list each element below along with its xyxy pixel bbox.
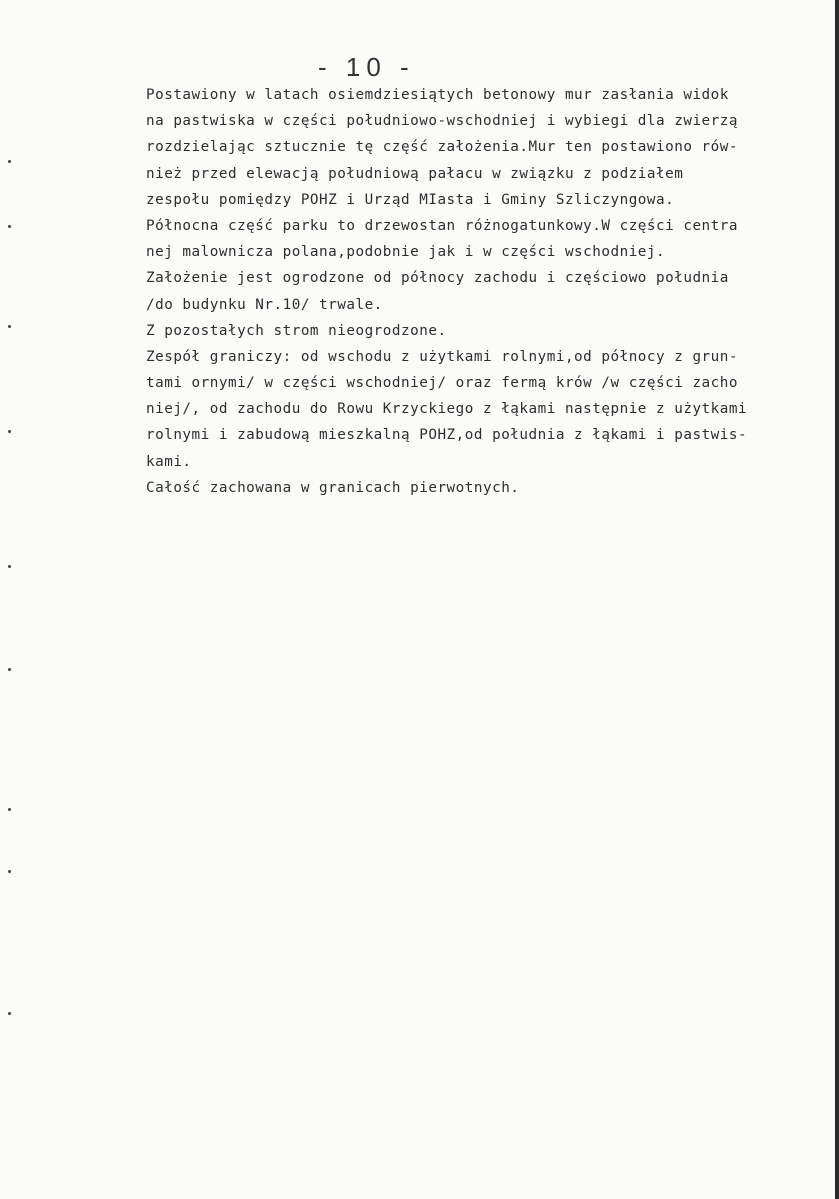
- margin-mark: [8, 225, 11, 228]
- text-line: rozdzielając sztucznie tę część założenia.Mur ten postawiono rów-: [146, 139, 738, 156]
- page-number: - 10 -: [318, 52, 415, 82]
- text-line: /do budynku Nr.10/ trwale.: [146, 296, 383, 313]
- margin-mark: [8, 565, 11, 568]
- text-line: nież przed elewacją południową pałacu w związku z podziałem: [146, 165, 684, 182]
- text-line: Założenie jest ogrodzone od północy zachodu i częściowo południa: [146, 270, 729, 287]
- text-line: zespołu pomiędzy POHZ i Urząd MIasta i Gminy Szliczyngowa.: [146, 191, 675, 208]
- text-line: nej malownicza polana,podobnie jak i w części wschodniej.: [146, 244, 666, 261]
- text-line: niej/, od zachodu do Rowu Krzyckiego z łąkami następnie z użytkami: [146, 401, 748, 418]
- text-line: rolnymi i zabudową mieszkalną POHZ,od południa z łąkami i pastwis-: [146, 427, 748, 444]
- text-line: Zespół graniczy: od wschodu z użytkami rolnymi,od północy z grun-: [146, 348, 738, 365]
- margin-mark: [8, 325, 11, 328]
- text-line: Postawiony w latach osiemdziesiątych betonowy mur zasłania widok: [146, 87, 729, 103]
- margin-mark: [8, 160, 11, 163]
- margin-mark: [8, 870, 11, 873]
- text-line: Z pozostałych strom nieogrodzone.: [146, 322, 447, 339]
- margin-mark: [8, 808, 11, 811]
- text-line: Północna część parku to drzewostan różnogatunkowy.W części centra: [146, 217, 738, 234]
- margin-mark: [8, 668, 11, 671]
- text-line: tami ornymi/ w części wschodniej/ oraz fermą krów /w części zacho: [146, 375, 738, 392]
- text-line: Całość zachowana w granicach pierwotnych.: [146, 479, 520, 496]
- text-line: na pastwiska w części południowo-wschodniej i wybiegi dla zwierzą: [146, 113, 738, 130]
- text-line: kami.: [146, 453, 192, 470]
- body-text: [146, 82, 839, 501]
- margin-mark: [8, 430, 11, 433]
- margin-mark: [8, 1012, 11, 1015]
